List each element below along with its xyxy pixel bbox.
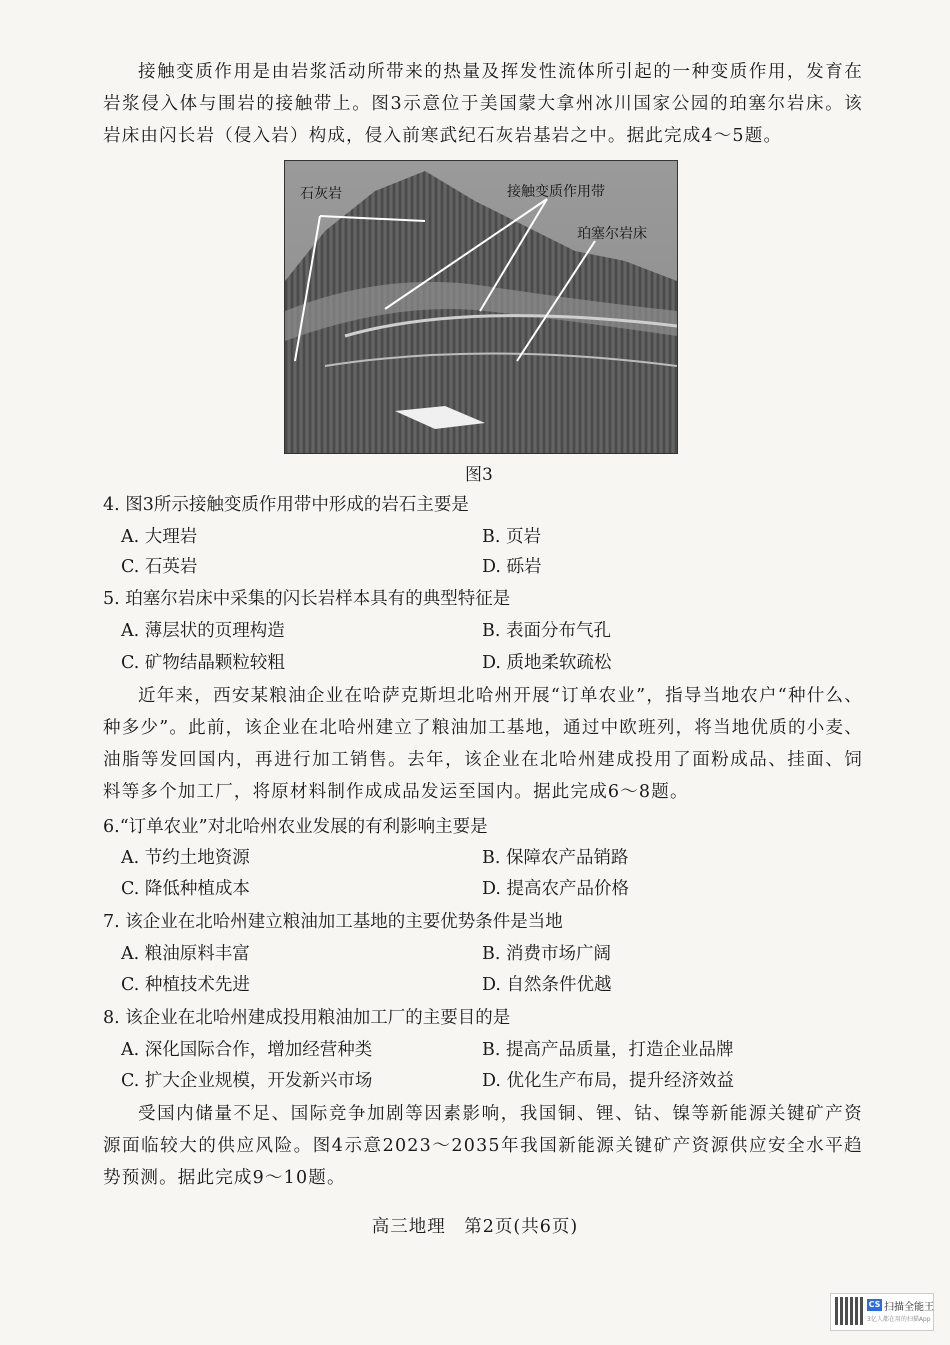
figure-caption: 图3	[465, 465, 493, 485]
question-7-option-b: B. 消费市场广阔	[482, 944, 611, 964]
question-5-option-c: C. 矿物结晶颗粒较粗	[121, 653, 285, 673]
question-7-option-a: A. 粮油原料丰富	[121, 944, 250, 964]
camscanner-logo-icon: CS	[868, 1300, 881, 1309]
question-7-option-c: C. 种植技术先进	[121, 975, 250, 995]
question-4-option-d: D. 砾岩	[482, 557, 542, 577]
label-limestone: 石灰岩	[300, 186, 342, 202]
camscanner-watermark	[830, 1293, 934, 1331]
question-6-stem: 6.“订单农业”对北哈州农业发展的有利影响主要是	[103, 817, 488, 837]
question-4-option-a: A. 大理岩	[121, 527, 198, 547]
camscanner-name: 扫描全能王	[884, 1302, 934, 1313]
passage-contact-metamorphism: 接触变质作用是由岩浆活动所带来的热量及挥发性流体所引起的一种变质作用，发育在岩浆侵入体与围岩的接触带上。图3示意位于美国蒙大拿州冰川国家公园的珀塞尔岩床。该岩床由闪长岩（侵入岩）构成，侵入前寒武纪石灰岩基岩之中。据此完成4～5题。	[103, 62, 863, 146]
passage-critical-minerals: 受国内储量不足、国际竞争加剧等因素影响，我国铜、锂、钴、镍等新能源关键矿产资源面临较大的供应风险。图4示意2023～2035年我国新能源关键矿产资源供应安全水平趋势预测。据此完成9～10题。	[103, 1104, 863, 1188]
question-8-stem: 8. 该企业在北哈州建成投用粮油加工厂的主要目的是	[103, 1008, 511, 1028]
camscanner-tagline: 3亿人都在用的扫描App	[867, 1316, 931, 1323]
question-8-option-d: D. 优化生产布局，提升经济效益	[482, 1071, 735, 1091]
question-5-option-b: B. 表面分布气孔	[482, 621, 611, 641]
question-4-option-b: B. 页岩	[482, 527, 541, 547]
question-4-stem: 4. 图3所示接触变质作用带中形成的岩石主要是	[103, 495, 469, 515]
question-8-option-a: A. 深化国际合作，增加经营种类	[121, 1040, 373, 1060]
question-5-option-d: D. 质地柔软疏松	[482, 653, 612, 673]
page-footer: 高三地理 第2页(共6页)	[371, 1217, 579, 1237]
question-8-option-b: B. 提高产品质量，打造企业品牌	[482, 1040, 734, 1060]
label-purcell-sill: 珀塞尔岩床	[577, 226, 647, 242]
passage-order-farming: 近年来，西安某粮油企业在哈萨克斯坦北哈州开展“订单农业”，指导当地农户“种什么、种多少”。此前，该企业在北哈州建立了粮油加工基地，通过中欧班列，将当地优质的小麦、油脂等发回国内，再进行加工销售。去年，该企业在北哈州建成投用了面粉成品、挂面、饲料等多个加工厂，将原材料制作成成品发运至国内。据此完成6～8题。	[103, 686, 863, 802]
figure-purcell-sill-photo	[284, 160, 678, 454]
question-6-option-b: B. 保障农产品销路	[482, 848, 629, 868]
qr-code-icon	[835, 1297, 863, 1325]
question-7-stem: 7. 该企业在北哈州建立粮油加工基地的主要优势条件是当地	[103, 912, 563, 932]
mountain-illustration	[285, 161, 677, 453]
question-5-stem: 5. 珀塞尔岩床中采集的闪长岩样本具有的典型特征是	[103, 589, 511, 609]
question-6-option-a: A. 节约土地资源	[121, 848, 250, 868]
question-8-option-c: C. 扩大企业规模，开发新兴市场	[121, 1071, 373, 1091]
question-7-option-d: D. 自然条件优越	[482, 975, 612, 995]
label-contact-zone: 接触变质作用带	[507, 184, 605, 200]
question-6-option-d: D. 提高农产品价格	[482, 879, 630, 899]
question-5-option-a: A. 薄层状的页理构造	[121, 621, 285, 641]
question-6-option-c: C. 降低种植成本	[121, 879, 250, 899]
question-4-option-c: C. 石英岩	[121, 557, 198, 577]
